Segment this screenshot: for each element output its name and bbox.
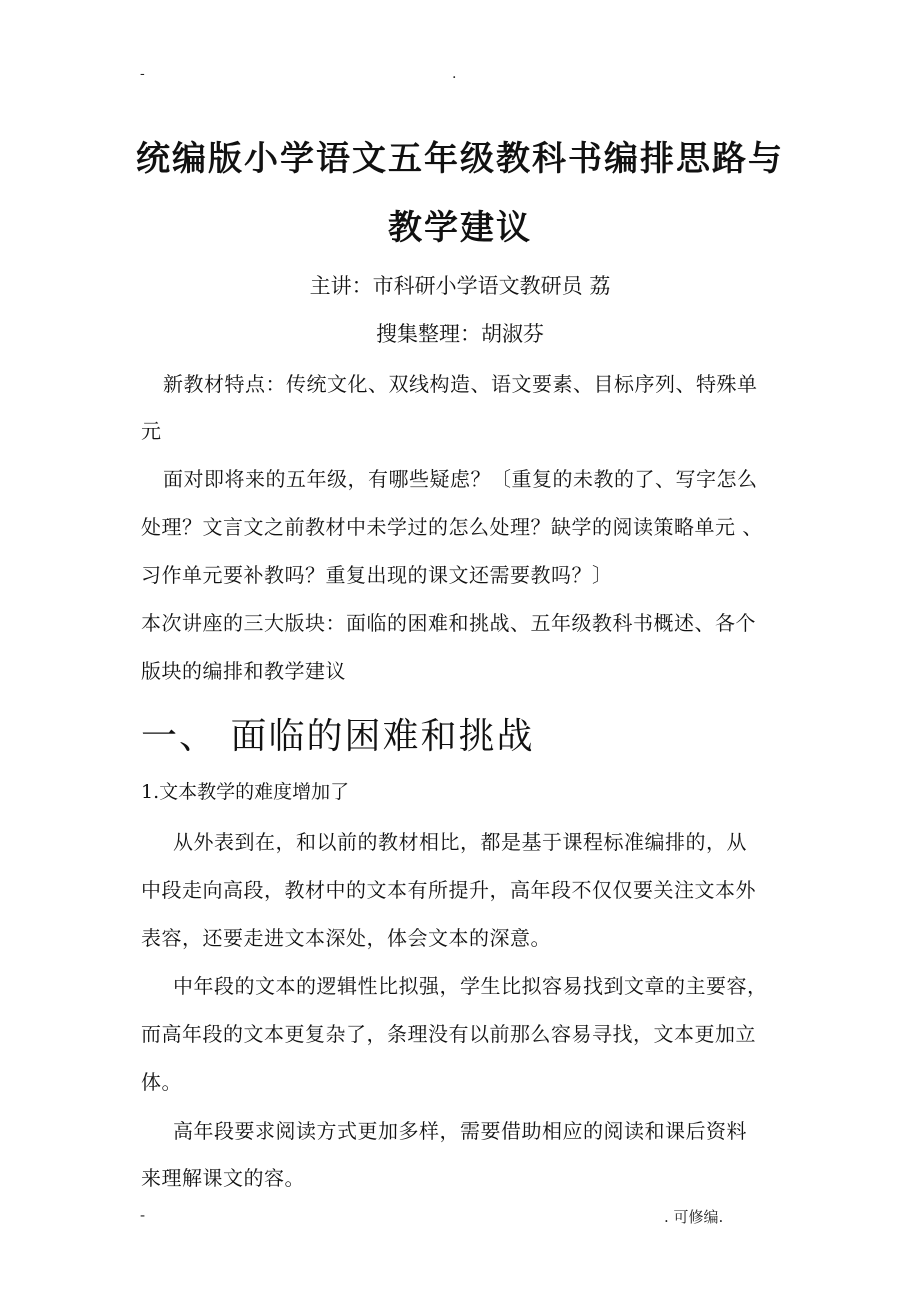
body-p3-line-2: 来理解课文的容。	[141, 1166, 305, 1190]
body-p1-line-3: 表容，还要走进文本深处，体会文本的深意。	[141, 926, 551, 950]
body-p2-line-1: 中年段的文本的逻辑性比拟强，学生比拟容易找到文章的主要容，	[173, 974, 768, 998]
header-left-mark: -	[140, 66, 145, 82]
page-title-line2: 教学建议	[388, 208, 532, 248]
body-p3-line-1: 高年段要求阅读方式更加多样，需要借助相应的阅读和课后资料	[173, 1119, 747, 1143]
sections-line-1: 本次讲座的三大版块：面临的困难和挑战、五年级教科书概述、各个	[141, 611, 756, 635]
organizer-line: 搜集整理：胡淑芬	[376, 322, 544, 346]
body-p2-line-3: 体。	[141, 1070, 182, 1094]
concerns-line-3: 习作单元要补教吗？重复出现的课文还需要教吗？〕	[141, 563, 613, 587]
footer-left-mark: -	[140, 1206, 146, 1224]
concerns-line-1: 面对即将来的五年级，有哪些疑虑？〔重复的未教的了、写字怎么	[163, 467, 758, 491]
body-p2-line-2: 而高年段的文本更复杂了，条理没有以前那么容易寻找，文本更加立	[141, 1022, 756, 1046]
section-heading: 一、 面临的困难和挑战	[141, 716, 535, 757]
concerns-line-2: 处理？文言文之前教材中未学过的怎么处理？缺学的阅读策略单元 、	[141, 515, 763, 539]
subsection-heading: 1.文本教学的难度增加了	[141, 781, 350, 803]
sections-line-2: 版块的编排和教学建议	[141, 659, 346, 683]
page-title-line1: 统编版小学语文五年级教科书编排思路与	[136, 139, 784, 179]
body-p1-line-2: 中段走向高段，教材中的文本有所提升，高年段不仅仅要关注文本外	[141, 878, 756, 902]
speaker-line: 主讲：市科研小学语文教研员 荔	[309, 274, 611, 298]
features-line-2: 元	[141, 419, 162, 443]
footer-editable-note: . 可修编.	[664, 1208, 724, 1226]
features-line-1: 新教材特点：传统文化、双线构造、语文要素、目标序列、特殊单	[163, 372, 758, 396]
header-right-mark: .	[452, 66, 457, 82]
body-p1-line-1: 从外表到在，和以前的教材相比，都是基于课程标准编排的，从	[173, 830, 747, 854]
